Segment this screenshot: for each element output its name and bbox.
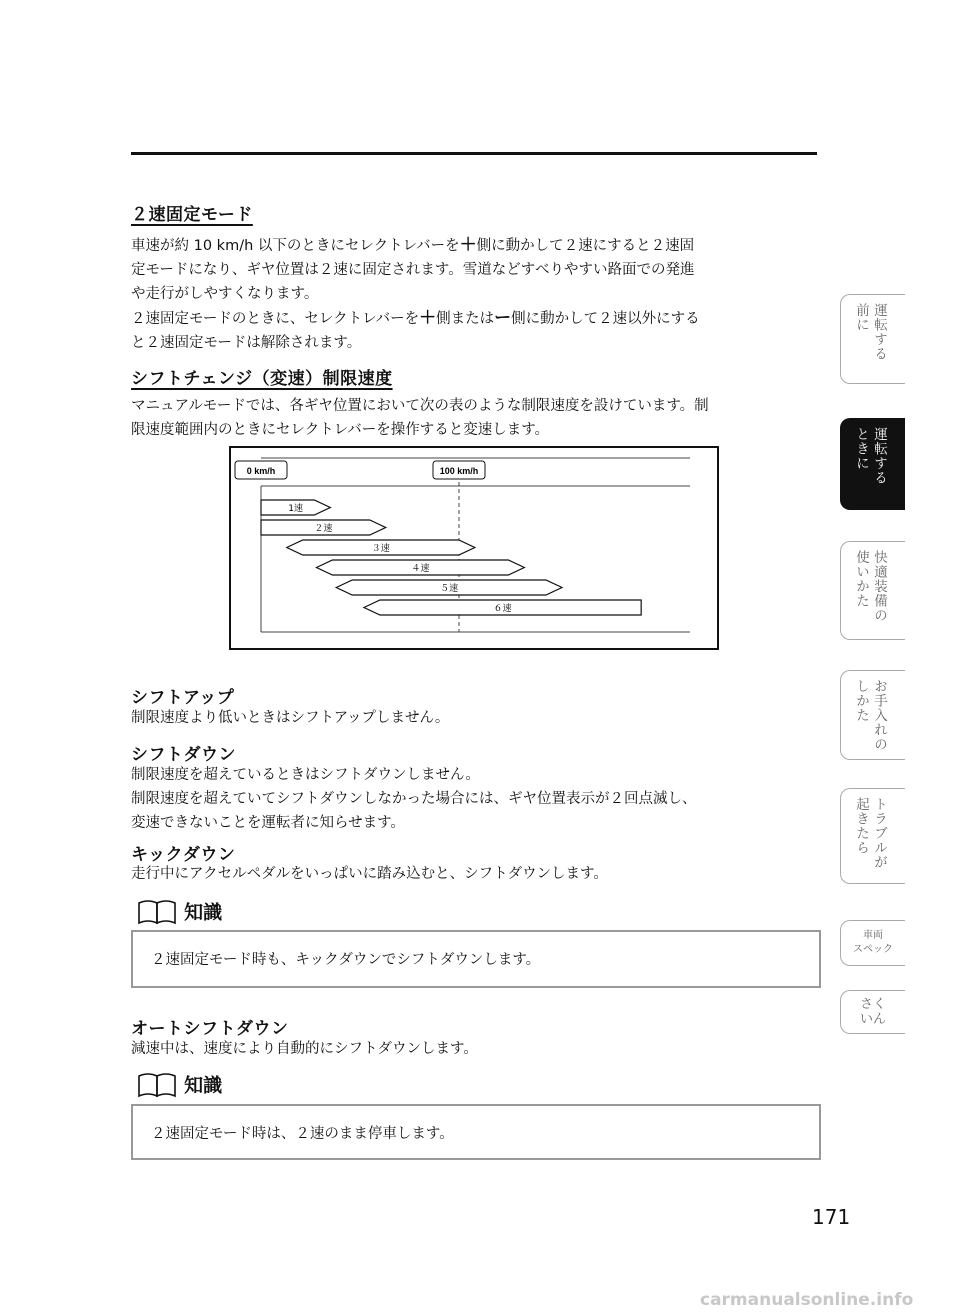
gear-label-3: ３速 xyxy=(371,544,390,554)
knowledge-text-2: ２速固定モード時は、２速のまま停車します。 xyxy=(151,1126,454,1142)
knowledge-heading-2: 知識 xyxy=(137,1070,222,1098)
plus-symbol: ＋ xyxy=(419,308,437,328)
header-rule xyxy=(131,152,817,155)
gear-label-6: ６速 xyxy=(493,604,512,614)
section-body-shift-down: 制限速度を超えているときはシフトダウンしません。 制限速度を超えていてシフトダウンしなかった場合には、ギヤ位置表示が２回点滅し、 変速できないことを運転者に知らせます。 xyxy=(131,767,697,831)
tab-while-driving[interactable]: 運転する ときに xyxy=(840,418,905,510)
tab-maintenance[interactable]: お手入れの しかた xyxy=(840,670,905,760)
knowledge-text-1: ２速固定モード時も、キックダウンでシフトダウンします。 xyxy=(151,952,541,968)
gear-label-4: ４速 xyxy=(411,564,430,574)
section-body-2nd-fixed-mode: 車速が約 10 km/h 以下のときにセレクトレバーを＋側に動かして２速にすると２速固 定モードになり、ギヤ位置は２速に固定されます。雪道などすべりやすい路面での発進 や走行がしやすくなります。 ２速固定モードのときに、セレクトレバーを＋側またはー側に動かして２速以外にする と２速固定モードは解除されます。 xyxy=(131,235,700,351)
axis-label-0kmh: 0 km/h xyxy=(246,466,276,476)
gear-label-2: ２速 xyxy=(314,524,333,534)
tab-troubleshooting[interactable]: トラブルが 起きたら xyxy=(840,788,905,884)
knowledge-box-1 xyxy=(131,930,821,988)
section-title-kickdown: キックダウン xyxy=(131,845,236,865)
knowledge-heading-1: 知識 xyxy=(137,897,222,925)
page-number: 171 xyxy=(812,1205,851,1229)
tab-index[interactable]: さく いん xyxy=(840,990,905,1034)
tab-comfort-equipment[interactable]: 快適装備の 使いかた xyxy=(840,541,905,640)
gear-label-1: 1速 xyxy=(288,504,304,514)
open-book-icon xyxy=(137,897,179,925)
section-title-shift-limits: シフトチェンジ（変速）制限速度 xyxy=(131,369,393,389)
section-title-2nd-fixed-mode: ２速固定モード xyxy=(131,205,253,225)
section-body-shift-limits: マニュアルモードでは、各ギヤ位置において次の表のような制限速度を設けています。制 限速度範囲内のときにセレクトレバーを操作すると変速します。 xyxy=(131,398,709,438)
open-book-icon xyxy=(137,1070,179,1098)
section-body-shift-up: 制限速度より低いときはシフトアップしません。 xyxy=(131,710,450,726)
section-body-auto-shift-down: 減速中は、速度により自動的にシフトダウンします。 xyxy=(131,1041,478,1057)
gear-speed-range-chart xyxy=(229,446,719,650)
axis-label-100kmh: 100 km/h xyxy=(439,466,479,476)
tab-vehicle-specs[interactable]: 車両 スペック xyxy=(840,920,905,966)
watermark-text: carmanualsonline.info xyxy=(700,1290,914,1310)
section-title-shift-up: シフトアップ xyxy=(131,688,235,708)
section-body-kickdown: 走行中にアクセルペダルをいっぱいに踏み込むと、シフトダウンします。 xyxy=(131,866,608,882)
plus-symbol: ＋ xyxy=(459,235,477,255)
tab-before-driving[interactable]: 運転する 前に xyxy=(840,294,905,384)
section-title-auto-shift-down: オートシフトダウン xyxy=(131,1019,289,1039)
minus-symbol: ー xyxy=(494,308,512,328)
knowledge-box-2 xyxy=(131,1104,821,1160)
gear-label-5: ５速 xyxy=(440,584,459,594)
section-title-shift-down: シフトダウン xyxy=(131,745,236,765)
